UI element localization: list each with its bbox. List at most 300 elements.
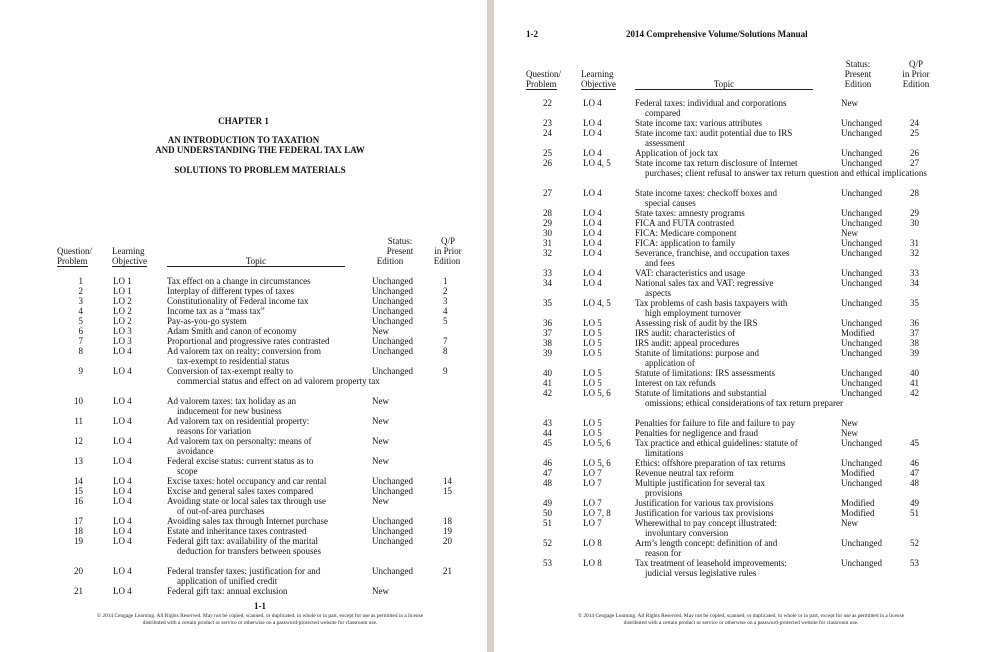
page-number: 1-1 bbox=[254, 601, 266, 611]
question-number: 46 bbox=[543, 458, 552, 468]
learning-objective: LO 5 bbox=[583, 318, 602, 328]
status-present-edition: Unchanged bbox=[841, 388, 882, 398]
topic-text: State income taxes: checkoff boxes and bbox=[635, 188, 778, 198]
topic-text: FICA: application to family bbox=[635, 238, 736, 248]
question-number: 31 bbox=[543, 238, 552, 248]
learning-objective: LO 5 bbox=[583, 338, 602, 348]
topic-text-continued: reasons for variation bbox=[177, 426, 251, 436]
topic-text: Justification for various tax provisions bbox=[635, 498, 774, 508]
topic-text: Excise and general sales taxes compared bbox=[167, 486, 314, 496]
prior-edition-number: 15 bbox=[443, 486, 452, 496]
question-number: 40 bbox=[543, 368, 552, 378]
topic-text-continued: high employment turnover bbox=[645, 308, 741, 318]
topic-text: Revenue neutral tax reform bbox=[635, 468, 734, 478]
prior-edition-number: 37 bbox=[910, 328, 919, 338]
header-status-2: Present bbox=[386, 246, 414, 256]
chapter-title-line2: AND UNDERSTANDING THE FEDERAL TAX LAW bbox=[155, 145, 365, 155]
topic-text-continued: tax-exempt to residential status bbox=[177, 356, 290, 366]
topic-text: Excise taxes: hotel occupancy and car rental bbox=[167, 476, 327, 486]
topic-text: Tax problems of cash basis taxpayers with bbox=[635, 298, 788, 308]
learning-objective: LO 5, 6 bbox=[583, 458, 611, 468]
topic-cell bbox=[167, 436, 367, 456]
prior-edition-number: 46 bbox=[910, 458, 919, 468]
topic-cell bbox=[635, 328, 835, 338]
status-present-edition: Modified bbox=[841, 508, 875, 518]
topic-cell bbox=[167, 296, 367, 306]
question-number: 50 bbox=[543, 508, 552, 518]
status-present-edition: Unchanged bbox=[841, 368, 882, 378]
status-present-edition: Unchanged bbox=[841, 278, 882, 288]
header-learning-2: Objective bbox=[581, 79, 616, 89]
status-present-edition: Unchanged bbox=[841, 128, 882, 138]
topic-text: Ad valorem taxes: tax holiday as an bbox=[167, 396, 296, 406]
question-number: 39 bbox=[543, 348, 552, 358]
question-number: 52 bbox=[543, 538, 552, 548]
topic-text: FICA: Medicare component bbox=[635, 228, 737, 238]
status-present-edition: Unchanged bbox=[841, 188, 882, 198]
learning-objective: LO 7 bbox=[583, 518, 602, 528]
learning-objective: LO 5 bbox=[583, 348, 602, 358]
question-number: 37 bbox=[543, 328, 552, 338]
learning-objective: LO 4 bbox=[113, 486, 132, 496]
topic-text-continued: omissions; ethical considerations of tax return preparer bbox=[645, 398, 843, 408]
topic-cell bbox=[167, 396, 367, 416]
topic-text-continued: reason for bbox=[645, 548, 682, 558]
prior-edition-number: 36 bbox=[910, 318, 919, 328]
prior-edition-number: 2 bbox=[443, 286, 448, 296]
topic-text: Federal gift tax: availability of the marital bbox=[167, 536, 318, 546]
prior-edition-number: 27 bbox=[910, 158, 919, 168]
left-page bbox=[0, 0, 487, 652]
status-present-edition: Unchanged bbox=[841, 558, 882, 568]
topic-cell bbox=[167, 346, 367, 366]
status-present-edition: Unchanged bbox=[841, 348, 882, 358]
topic-text: State income tax: audit potential due to IRS bbox=[635, 128, 793, 138]
topic-cell bbox=[635, 428, 835, 438]
topic-text: Statute of limitations and substantial bbox=[635, 388, 767, 398]
topic-cell bbox=[167, 516, 367, 526]
learning-objective: LO 4, 5 bbox=[583, 298, 611, 308]
topic-text: VAT: characteristics and usage bbox=[635, 268, 746, 278]
topic-text: Federal excise status: current status as to bbox=[167, 456, 314, 466]
chapter-heading: CHAPTER 1 bbox=[218, 116, 269, 126]
topic-text: Tax treatment of leasehold improvements: bbox=[635, 558, 787, 568]
learning-objective: LO 4 bbox=[113, 346, 132, 356]
question-number: 12 bbox=[74, 436, 83, 446]
topic-cell bbox=[635, 208, 835, 218]
header-question-1: Question/ bbox=[57, 246, 92, 256]
question-number: 49 bbox=[543, 498, 552, 508]
prior-edition-number: 39 bbox=[910, 348, 919, 358]
status-present-edition: Unchanged bbox=[841, 378, 882, 388]
header-status-1: Status: bbox=[845, 59, 871, 69]
header-status-2: Present bbox=[844, 69, 872, 79]
status-present-edition: Unchanged bbox=[372, 476, 413, 486]
question-number: 24 bbox=[543, 128, 552, 138]
topic-text-continued: scope bbox=[177, 466, 198, 476]
topic-cell bbox=[635, 348, 835, 368]
topic-cell bbox=[167, 286, 367, 296]
status-present-edition: Unchanged bbox=[841, 248, 882, 258]
topic-text: Income tax as a “mass tax” bbox=[167, 306, 265, 316]
prior-edition-number: 18 bbox=[443, 516, 452, 526]
right-page bbox=[494, 0, 988, 652]
topic-cell bbox=[635, 148, 835, 158]
topic-text-continued: assessment bbox=[645, 138, 685, 148]
learning-objective: LO 4 bbox=[113, 396, 132, 406]
question-number: 28 bbox=[543, 208, 552, 218]
question-number: 18 bbox=[74, 526, 83, 536]
question-number: 4 bbox=[78, 306, 83, 316]
learning-objective: LO 8 bbox=[583, 558, 602, 568]
learning-objective: LO 4 bbox=[113, 516, 132, 526]
question-number: 9 bbox=[78, 366, 83, 376]
prior-edition-number: 32 bbox=[910, 248, 919, 258]
status-present-edition: Unchanged bbox=[841, 458, 882, 468]
learning-objective: LO 5 bbox=[583, 428, 602, 438]
question-number: 8 bbox=[78, 346, 83, 356]
topic-text: State income tax: various attributes bbox=[635, 118, 762, 128]
topic-text-continued: aspects bbox=[645, 288, 671, 298]
prior-edition-number: 38 bbox=[910, 338, 919, 348]
prior-edition-number: 28 bbox=[910, 188, 919, 198]
question-number: 22 bbox=[543, 98, 552, 108]
topic-text: Multiple justification for several tax bbox=[635, 478, 765, 488]
topic-cell bbox=[635, 508, 835, 518]
topic-text-continued: deduction for transfers between spouses bbox=[177, 546, 321, 556]
topic-text: Interplay of different types of taxes bbox=[167, 286, 295, 296]
prior-edition-number: 30 bbox=[910, 218, 919, 228]
topic-cell bbox=[635, 278, 835, 298]
prior-edition-number: 49 bbox=[910, 498, 919, 508]
prior-edition-number: 31 bbox=[910, 238, 919, 248]
topic-text: Statute of limitations: purpose and bbox=[635, 348, 759, 358]
status-present-edition: Unchanged bbox=[841, 158, 882, 168]
header-topic: Topic bbox=[167, 256, 345, 267]
status-present-edition: Unchanged bbox=[372, 366, 413, 376]
question-number: 20 bbox=[74, 566, 83, 576]
topic-text-continued: commercial status and effect on ad valorem property tax bbox=[177, 376, 380, 386]
question-number: 42 bbox=[543, 388, 552, 398]
status-present-edition: New bbox=[841, 518, 858, 528]
learning-objective: LO 5 bbox=[583, 328, 602, 338]
topic-cell bbox=[167, 316, 367, 326]
learning-objective: LO 2 bbox=[113, 296, 132, 306]
topic-cell bbox=[635, 188, 835, 208]
learning-objective: LO 4 bbox=[113, 496, 132, 506]
status-present-edition: Unchanged bbox=[841, 238, 882, 248]
question-number: 11 bbox=[74, 416, 83, 426]
learning-objective: LO 4 bbox=[583, 128, 602, 138]
learning-objective: LO 3 bbox=[113, 336, 132, 346]
header-status-1: Status: bbox=[387, 236, 413, 246]
topic-text-continued: application of unified credit bbox=[177, 576, 278, 586]
prior-edition-number: 4 bbox=[443, 306, 448, 316]
status-present-edition: Unchanged bbox=[841, 318, 882, 328]
topic-cell bbox=[635, 518, 835, 538]
status-present-edition: Unchanged bbox=[841, 208, 882, 218]
question-number: 2 bbox=[78, 286, 83, 296]
status-present-edition: New bbox=[372, 326, 389, 336]
prior-edition-number: 48 bbox=[910, 478, 919, 488]
topic-cell bbox=[167, 526, 367, 536]
topic-cell bbox=[635, 98, 835, 118]
learning-objective: LO 5, 6 bbox=[583, 388, 611, 398]
question-number: 29 bbox=[543, 218, 552, 228]
header-qp-1: Q/P bbox=[908, 59, 923, 69]
header-status-3: Edition bbox=[844, 79, 872, 89]
topic-text-continued: provisions bbox=[645, 488, 683, 498]
status-present-edition: Unchanged bbox=[372, 526, 413, 536]
topic-cell bbox=[635, 418, 835, 428]
status-present-edition: New bbox=[372, 586, 389, 596]
question-number: 36 bbox=[543, 318, 552, 328]
learning-objective: LO 5 bbox=[583, 368, 602, 378]
question-number: 45 bbox=[543, 438, 552, 448]
topic-text-continued: and fees bbox=[645, 258, 675, 268]
topic-text: FICA and FUTA contrasted bbox=[635, 218, 735, 228]
question-number: 10 bbox=[74, 396, 83, 406]
topic-text-continued: special causes bbox=[645, 198, 696, 208]
header-qp-2: in Prior bbox=[902, 69, 930, 79]
learning-objective: LO 4 bbox=[113, 526, 132, 536]
status-present-edition: Unchanged bbox=[372, 346, 413, 356]
prior-edition-number: 7 bbox=[443, 336, 448, 346]
learning-objective: LO 5 bbox=[583, 378, 602, 388]
topic-cell bbox=[635, 558, 835, 578]
header-topic: Topic bbox=[635, 79, 813, 90]
learning-objective: LO 4 bbox=[113, 476, 132, 486]
question-number: 5 bbox=[78, 316, 83, 326]
learning-objective: LO 4 bbox=[113, 416, 132, 426]
learning-objective: LO 4 bbox=[113, 366, 132, 376]
topic-text: Arm’s length concept: definition of and bbox=[635, 538, 778, 548]
question-number: 41 bbox=[543, 378, 552, 388]
topic-text: Estate and inheritance taxes contrasted bbox=[167, 526, 307, 536]
learning-objective: LO 1 bbox=[113, 286, 132, 296]
header-status-3: Edition bbox=[376, 256, 404, 266]
prior-edition-number: 45 bbox=[910, 438, 919, 448]
topic-cell bbox=[167, 306, 367, 316]
prior-edition-number: 35 bbox=[910, 298, 919, 308]
status-present-edition: New bbox=[841, 228, 858, 238]
topic-text: State taxes: amnesty programs bbox=[635, 208, 745, 218]
prior-edition-number: 9 bbox=[443, 366, 448, 376]
learning-objective: LO 4 bbox=[113, 566, 132, 576]
topic-text: Avoiding state or local sales tax through use bbox=[167, 496, 327, 506]
topic-cell bbox=[635, 438, 835, 458]
topic-cell bbox=[167, 486, 367, 496]
question-number: 44 bbox=[543, 428, 552, 438]
topic-text: Federal taxes: individual and corporations bbox=[635, 98, 787, 108]
question-number: 51 bbox=[543, 518, 552, 528]
question-number: 1 bbox=[78, 276, 83, 286]
question-number: 23 bbox=[543, 118, 552, 128]
topic-text: Conversion of tax-exempt realty to bbox=[167, 366, 293, 376]
topic-text: Ad valorem tax on residential property: bbox=[167, 416, 310, 426]
status-present-edition: Unchanged bbox=[372, 536, 413, 546]
status-present-edition: New bbox=[372, 396, 389, 406]
topic-text: Pay-as-you-go system bbox=[167, 316, 247, 326]
status-present-edition: Modified bbox=[841, 498, 875, 508]
copyright-line1: © 2014 Cengage Learning. All Rights Reserved. May not be copied, scanned, or duplicated, in whole or in part, except for use as permitted in a license bbox=[577, 613, 905, 619]
learning-objective: LO 4 bbox=[583, 228, 602, 238]
topic-cell bbox=[635, 268, 835, 278]
status-present-edition: Modified bbox=[841, 468, 875, 478]
status-present-edition: Modified bbox=[841, 328, 875, 338]
chapter-title-line1: AN INTRODUCTION TO TAXATION bbox=[167, 135, 320, 145]
topic-cell bbox=[635, 538, 835, 558]
topic-text: State income tax return disclosure of Internet bbox=[635, 158, 798, 168]
header-qp-3: Edition bbox=[902, 79, 930, 89]
learning-objective: LO 4 bbox=[583, 118, 602, 128]
topic-cell bbox=[635, 498, 835, 508]
question-number: 13 bbox=[74, 456, 83, 466]
header-learning-1: Learning bbox=[112, 246, 145, 256]
learning-objective: LO 2 bbox=[113, 306, 132, 316]
learning-objective: LO 4 bbox=[583, 208, 602, 218]
topic-cell bbox=[167, 276, 367, 286]
question-number: 26 bbox=[543, 158, 552, 168]
topic-text: Federal gift tax: annual exclusion bbox=[167, 586, 288, 596]
status-present-edition: New bbox=[841, 428, 858, 438]
topic-cell bbox=[167, 336, 367, 346]
topic-cell bbox=[167, 416, 367, 436]
topic-text-continued: application of bbox=[645, 358, 695, 368]
prior-edition-number: 29 bbox=[910, 208, 919, 218]
topic-text: Assessing risk of audit by the IRS bbox=[635, 318, 758, 328]
question-number: 14 bbox=[74, 476, 83, 486]
topic-text: Application of jock tax bbox=[635, 148, 719, 158]
prior-edition-number: 5 bbox=[443, 316, 448, 326]
question-number: 7 bbox=[78, 336, 83, 346]
topic-cell bbox=[167, 476, 367, 486]
topic-text-continued: of out-of-area purchases bbox=[177, 506, 265, 516]
topic-cell bbox=[167, 366, 380, 386]
question-number: 53 bbox=[543, 558, 552, 568]
learning-objective: LO 4 bbox=[583, 238, 602, 248]
question-number: 35 bbox=[543, 298, 552, 308]
learning-objective: LO 4 bbox=[583, 148, 602, 158]
status-present-edition: Unchanged bbox=[841, 538, 882, 548]
question-number: 27 bbox=[543, 188, 552, 198]
prior-edition-number: 25 bbox=[910, 128, 919, 138]
topic-cell bbox=[635, 128, 835, 148]
question-number: 43 bbox=[543, 418, 552, 428]
learning-objective: LO 4 bbox=[113, 436, 132, 446]
prior-edition-number: 26 bbox=[910, 148, 919, 158]
status-present-edition: Unchanged bbox=[841, 298, 882, 308]
topic-text: Adam Smith and canon of economy bbox=[167, 326, 297, 336]
copyright-line2: distributed with a certain product or service or otherwise on a password-protected website for classroom use. bbox=[623, 620, 859, 626]
header-learning-1: Learning bbox=[581, 69, 614, 79]
topic-text-continued: involuntary conversion bbox=[645, 528, 729, 538]
question-number: 48 bbox=[543, 478, 552, 488]
topic-cell bbox=[635, 218, 835, 228]
question-number: 16 bbox=[74, 496, 83, 506]
question-number: 15 bbox=[74, 486, 83, 496]
topic-cell bbox=[635, 378, 835, 388]
status-present-edition: Unchanged bbox=[372, 276, 413, 286]
status-present-edition: Unchanged bbox=[372, 316, 413, 326]
topic-text: National sales tax and VAT: regressive bbox=[635, 278, 774, 288]
topic-cell bbox=[167, 566, 367, 586]
topic-cell bbox=[635, 228, 835, 238]
learning-objective: LO 2 bbox=[113, 316, 132, 326]
prior-edition-number: 42 bbox=[910, 388, 919, 398]
copyright-line2: distributed with a certain product or service or otherwise on a password-protected website for classroom use. bbox=[142, 620, 378, 626]
prior-edition-number: 14 bbox=[443, 476, 452, 486]
question-number: 25 bbox=[543, 148, 552, 158]
learning-objective: LO 4 bbox=[113, 586, 132, 596]
learning-objective: LO 4 bbox=[583, 218, 602, 228]
topic-text: Ad valorem tax on personalty: means of bbox=[167, 436, 312, 446]
topic-text-continued: compared bbox=[645, 108, 681, 118]
topic-text: IRS audit: characteristics of bbox=[635, 328, 736, 338]
learning-objective: LO 4 bbox=[583, 188, 602, 198]
topic-text: Constitutionality of Federal income tax bbox=[167, 296, 309, 306]
prior-edition-number: 51 bbox=[910, 508, 919, 518]
topic-text: Penalties for failure to file and failure to pay bbox=[635, 418, 795, 428]
status-present-edition: Unchanged bbox=[372, 336, 413, 346]
status-present-edition: Unchanged bbox=[372, 566, 413, 576]
prior-edition-number: 19 bbox=[443, 526, 452, 536]
learning-objective: LO 4 bbox=[113, 536, 132, 546]
header-qp-3: Edition bbox=[433, 256, 461, 266]
topic-cell bbox=[167, 586, 367, 596]
prior-edition-number: 40 bbox=[910, 368, 919, 378]
question-number: 6 bbox=[78, 326, 83, 336]
learning-objective: LO 7 bbox=[583, 478, 602, 488]
topic-cell bbox=[635, 338, 835, 348]
learning-objective: LO 4 bbox=[583, 268, 602, 278]
topic-text: Justification for various tax provisions bbox=[635, 508, 774, 518]
status-present-edition: New bbox=[372, 416, 389, 426]
learning-objective: LO 5 bbox=[583, 418, 602, 428]
question-number: 32 bbox=[543, 248, 552, 258]
topic-cell bbox=[635, 118, 835, 128]
prior-edition-number: 20 bbox=[443, 536, 452, 546]
question-number: 19 bbox=[74, 536, 83, 546]
topic-cell bbox=[635, 368, 835, 378]
status-present-edition: Unchanged bbox=[841, 478, 882, 488]
topic-cell bbox=[167, 326, 367, 336]
topic-text: IRS audit: appeal procedures bbox=[635, 338, 740, 348]
topic-text: Federal transfer taxes: justification for and bbox=[167, 566, 321, 576]
topic-text: Severance, franchise, and occupation taxes bbox=[635, 248, 790, 258]
topic-cell bbox=[635, 248, 835, 268]
topic-cell bbox=[635, 468, 835, 478]
question-number: 38 bbox=[543, 338, 552, 348]
topic-text-continued: purchases; client refusal to answer tax return question and ethical implications bbox=[645, 168, 927, 178]
prior-edition-number: 52 bbox=[910, 538, 919, 548]
page-ref: 1-2 bbox=[526, 29, 538, 39]
question-number: 3 bbox=[78, 296, 83, 306]
topic-text: Ethics: offshore preparation of tax returns bbox=[635, 458, 786, 468]
status-present-edition: New bbox=[372, 436, 389, 446]
status-present-edition: Unchanged bbox=[372, 306, 413, 316]
learning-objective: LO 7, 8 bbox=[583, 508, 611, 518]
learning-objective: LO 4 bbox=[583, 278, 602, 288]
topic-cell bbox=[167, 456, 367, 476]
prior-edition-number: 34 bbox=[910, 278, 919, 288]
learning-objective: LO 3 bbox=[113, 326, 132, 336]
question-number: 17 bbox=[74, 516, 83, 526]
learning-objective: LO 4, 5 bbox=[583, 158, 611, 168]
learning-objective: LO 7 bbox=[583, 498, 602, 508]
learning-objective: LO 1 bbox=[113, 276, 132, 286]
learning-objective: LO 4 bbox=[583, 98, 602, 108]
